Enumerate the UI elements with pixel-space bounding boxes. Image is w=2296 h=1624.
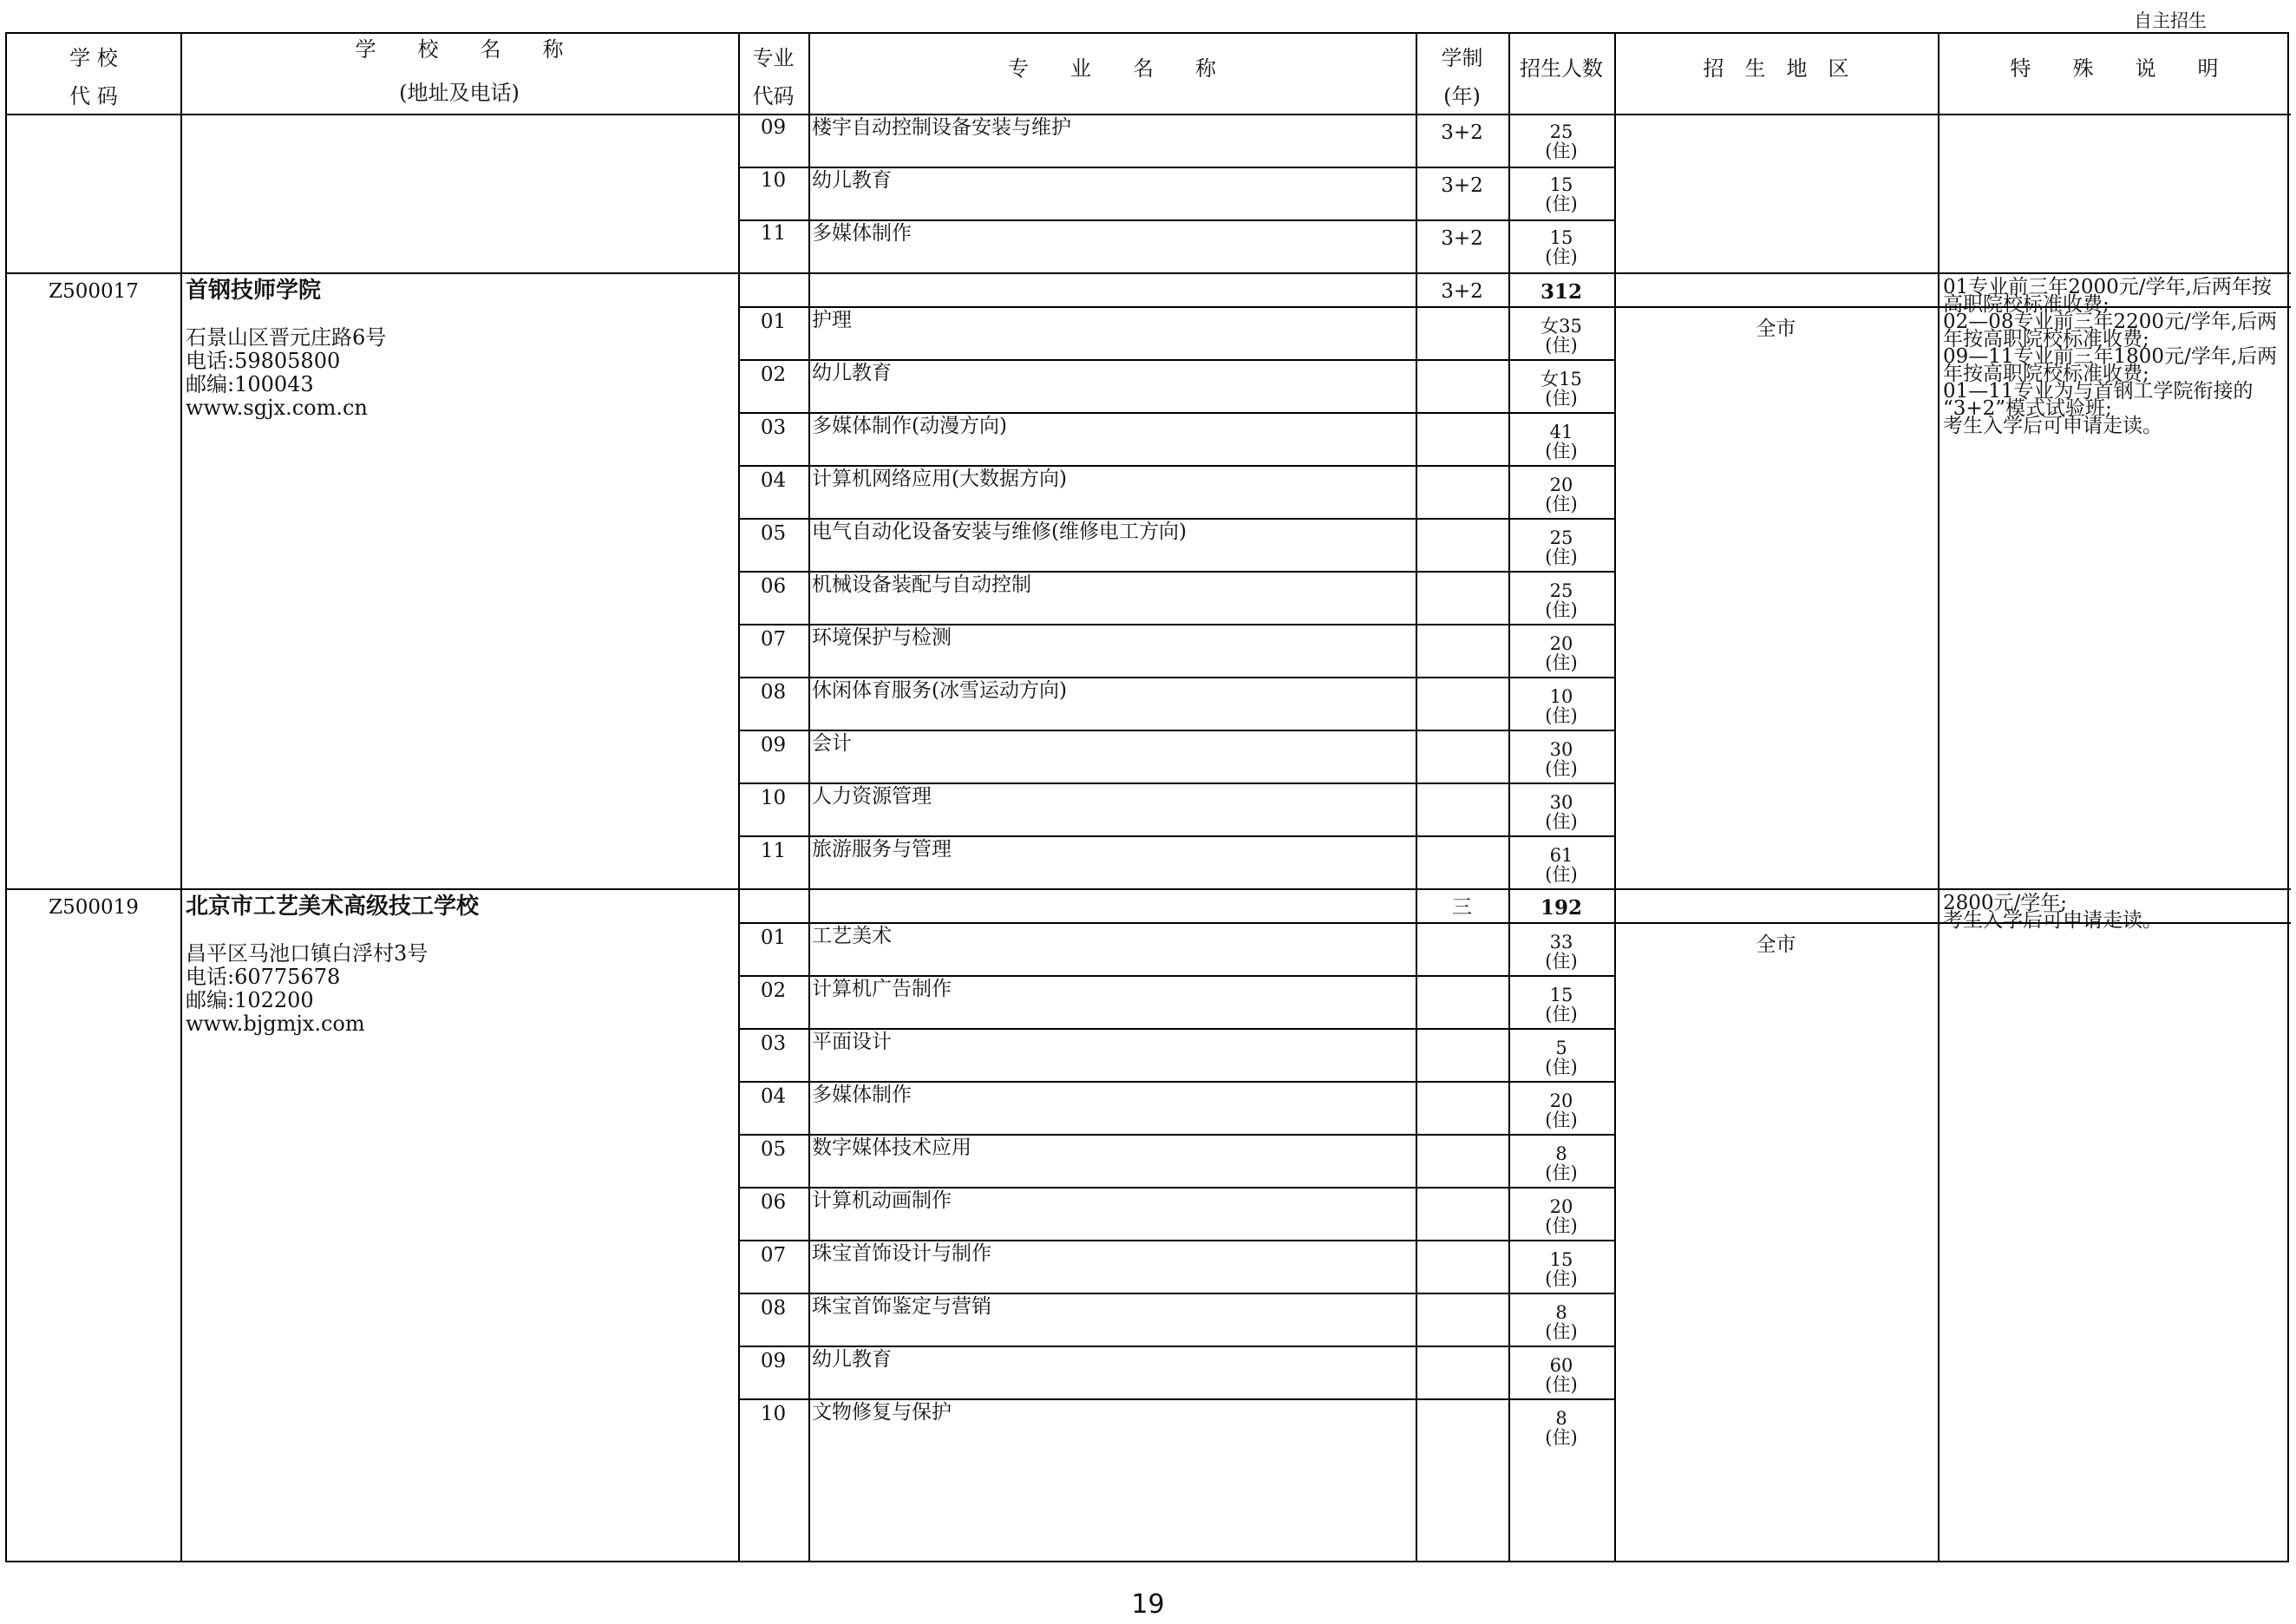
row-divider (738, 518, 1614, 520)
special-notes: 2800元/学年; 考生入学后可申请走读。 (1943, 892, 2162, 932)
school-code: Z500019 (49, 896, 139, 919)
column-divider (1614, 34, 1616, 1561)
major-code: 04 (760, 1085, 787, 1108)
major-name: 工艺美术 (812, 925, 892, 947)
header-school-name-sub: (地址及电话) (399, 81, 520, 105)
header-major-code: 专业 代码 (752, 46, 795, 108)
major-code: 05 (760, 522, 787, 545)
row-divider (738, 1028, 1614, 1030)
header-school-name: 学 校 名 称 (355, 37, 564, 62)
row-divider (738, 571, 1614, 573)
major-code: 08 (760, 1297, 787, 1320)
row-divider (738, 1398, 1614, 1400)
major-code: 05 (760, 1138, 787, 1161)
header-notes: 特 殊 说 明 (2010, 56, 2219, 81)
major-code: 01 (760, 927, 787, 949)
enrollment-count: 15 (住) (1545, 227, 1578, 267)
enrollment-count: 30 (住) (1545, 739, 1578, 779)
major-code: 11 (760, 222, 787, 245)
major-code: 09 (760, 734, 787, 756)
enrollment-count: 25 (住) (1545, 580, 1578, 620)
duration: 3+2 (1441, 227, 1483, 250)
major-name: 楼宇自动控制设备安装与维护 (812, 116, 1071, 139)
major-code: 11 (760, 840, 787, 862)
row-divider (738, 412, 1614, 414)
major-name: 机械设备装配与自动控制 (812, 573, 1031, 596)
enrollment-count: 25 (住) (1545, 527, 1578, 567)
major-code: 10 (760, 169, 787, 192)
row-divider (738, 730, 1614, 731)
major-name: 人力资源管理 (812, 785, 932, 808)
major-name: 多媒体制作 (812, 222, 912, 245)
row-divider (738, 1346, 1614, 1347)
row-divider (1614, 922, 2291, 924)
header-bottom-border (7, 114, 2291, 115)
column-divider (180, 34, 182, 1561)
major-code: 10 (760, 1403, 787, 1425)
row-divider (7, 272, 2291, 274)
enrollment-count: 60 (住) (1545, 1355, 1578, 1395)
header-major-name: 专 业 名 称 (1008, 56, 1216, 81)
duration: 3+2 (1441, 121, 1483, 144)
major-code: 06 (760, 575, 787, 598)
major-code: 07 (760, 628, 787, 651)
major-name: 计算机动画制作 (812, 1189, 952, 1212)
major-name: 计算机广告制作 (812, 978, 952, 1000)
row-divider (738, 783, 1614, 784)
major-name: 幼儿教育 (812, 1348, 892, 1371)
enrollment-total: 192 (1540, 896, 1582, 920)
row-divider (738, 1187, 1614, 1189)
major-name: 休闲体育服务(冰雪运动方向) (812, 679, 1067, 702)
row-divider (7, 888, 2291, 890)
major-name: 计算机网络应用(大数据方向) (812, 468, 1067, 490)
row-divider (738, 677, 1614, 678)
major-code: 09 (760, 116, 787, 139)
header-duration: 学制 (年) (1441, 46, 1483, 108)
enrollment-count: 10 (住) (1545, 686, 1578, 726)
major-name: 电气自动化设备安装与维修(维修电工方向) (812, 521, 1187, 543)
major-code: 03 (760, 416, 787, 439)
row-divider (738, 219, 1614, 221)
enrollment-count: 8 (住) (1545, 1143, 1578, 1183)
school-address: 石景山区晋元庄路6号 电话:59805800 邮编:100043 www.sgjx.com.cn (186, 325, 387, 420)
major-code: 09 (760, 1350, 787, 1372)
major-name: 文物修复与保护 (812, 1401, 952, 1424)
enrollment-count: 20 (住) (1545, 633, 1578, 673)
enrollment-count: 15 (住) (1545, 985, 1578, 1025)
major-name: 珠宝首饰设计与制作 (812, 1242, 991, 1265)
major-code: 04 (760, 469, 787, 492)
major-code: 06 (760, 1191, 787, 1214)
enrollment-count: 5 (住) (1545, 1038, 1578, 1077)
row-divider (738, 1293, 1614, 1294)
enrollment-count: 15 (住) (1545, 174, 1578, 214)
row-divider (738, 167, 1614, 168)
enrollment-count: 女35 (住) (1540, 316, 1582, 356)
enrollment-total: 312 (1540, 280, 1582, 304)
major-code: 08 (760, 681, 787, 704)
enrollment-count: 33 (住) (1545, 932, 1578, 972)
enrollment-count: 25 (住) (1545, 121, 1578, 161)
major-name: 幼儿教育 (812, 169, 892, 192)
row-divider (738, 624, 1614, 625)
major-name: 旅游服务与管理 (812, 838, 952, 861)
enrollment-count: 15 (住) (1545, 1249, 1578, 1289)
major-code: 07 (760, 1244, 787, 1267)
major-code: 10 (760, 787, 787, 809)
row-divider (738, 975, 1614, 977)
row-divider (738, 359, 1614, 361)
enrollment-count: 41 (住) (1545, 422, 1578, 462)
major-code: 01 (760, 311, 787, 333)
major-name: 珠宝首饰鉴定与营销 (812, 1295, 991, 1318)
major-name: 会计 (812, 732, 852, 755)
enrollment-count: 20 (住) (1545, 1090, 1578, 1130)
column-divider (808, 34, 810, 1561)
enrollment-count: 8 (住) (1545, 1302, 1578, 1342)
row-divider (738, 835, 1614, 837)
major-name: 环境保护与检测 (812, 626, 952, 649)
row-divider (738, 306, 1614, 308)
school-name: 北京市工艺美术高级技工学校 (186, 894, 480, 920)
school-code: Z500017 (49, 280, 139, 303)
major-name: 多媒体制作(动漫方向) (812, 415, 1007, 437)
school-address: 昌平区马池口镇白浮村3号 电话:60775678 邮编:102200 www.bjgmjx.com (186, 941, 428, 1036)
duration: 三 (1452, 896, 1472, 919)
row-divider (738, 1134, 1614, 1136)
row-divider (738, 922, 1614, 924)
enrollment-count: 20 (住) (1545, 475, 1578, 514)
enrollment-count: 8 (住) (1545, 1408, 1578, 1448)
header-school-code: 学 校 代 码 (69, 46, 118, 108)
enrollment-count: 30 (住) (1545, 792, 1578, 832)
major-name: 多媒体制作 (812, 1084, 912, 1106)
enrollment-count: 20 (住) (1545, 1196, 1578, 1236)
column-divider (1938, 34, 1939, 1561)
page-number: 19 (1131, 1589, 1165, 1620)
major-name: 护理 (812, 309, 852, 331)
duration: 3+2 (1441, 174, 1483, 197)
major-code: 02 (760, 979, 787, 1002)
row-divider (738, 1240, 1614, 1241)
row-divider (738, 1081, 1614, 1083)
enrollment-region: 全市 (1756, 318, 1796, 340)
enrollment-count: 61 (住) (1545, 845, 1578, 885)
major-code: 03 (760, 1032, 787, 1055)
row-divider (1614, 306, 2291, 308)
column-divider (1416, 34, 1417, 1561)
major-name: 平面设计 (812, 1031, 892, 1053)
enrollment-region: 全市 (1756, 933, 1796, 956)
corner-note: 自主招生 (2134, 10, 2207, 31)
major-code: 02 (760, 363, 787, 386)
header-region: 招 生 地 区 (1703, 56, 1849, 81)
row-divider (738, 465, 1614, 467)
school-name: 首钢技师学院 (186, 278, 322, 304)
special-notes: 01专业前三年2000元/学年,后两年按 高职院校标准收费; 02—08专业前三年2200元/学年,后两 年按高职院校标准收费; 09—11专业前三年1800元/学年,后两 年按高职院校标准收费; 01—11专业为与首钢工学院衔接的 “3+2”模式试验班; 考生入学后可申请走读。 (1943, 276, 2278, 437)
header-enrollment: 招生人数 (1520, 56, 1603, 81)
enrollment-table (5, 32, 2289, 1562)
enrollment-count: 女15 (住) (1540, 369, 1582, 409)
major-name: 幼儿教育 (812, 362, 892, 384)
duration: 3+2 (1441, 280, 1483, 303)
major-name: 数字媒体技术应用 (812, 1136, 971, 1159)
